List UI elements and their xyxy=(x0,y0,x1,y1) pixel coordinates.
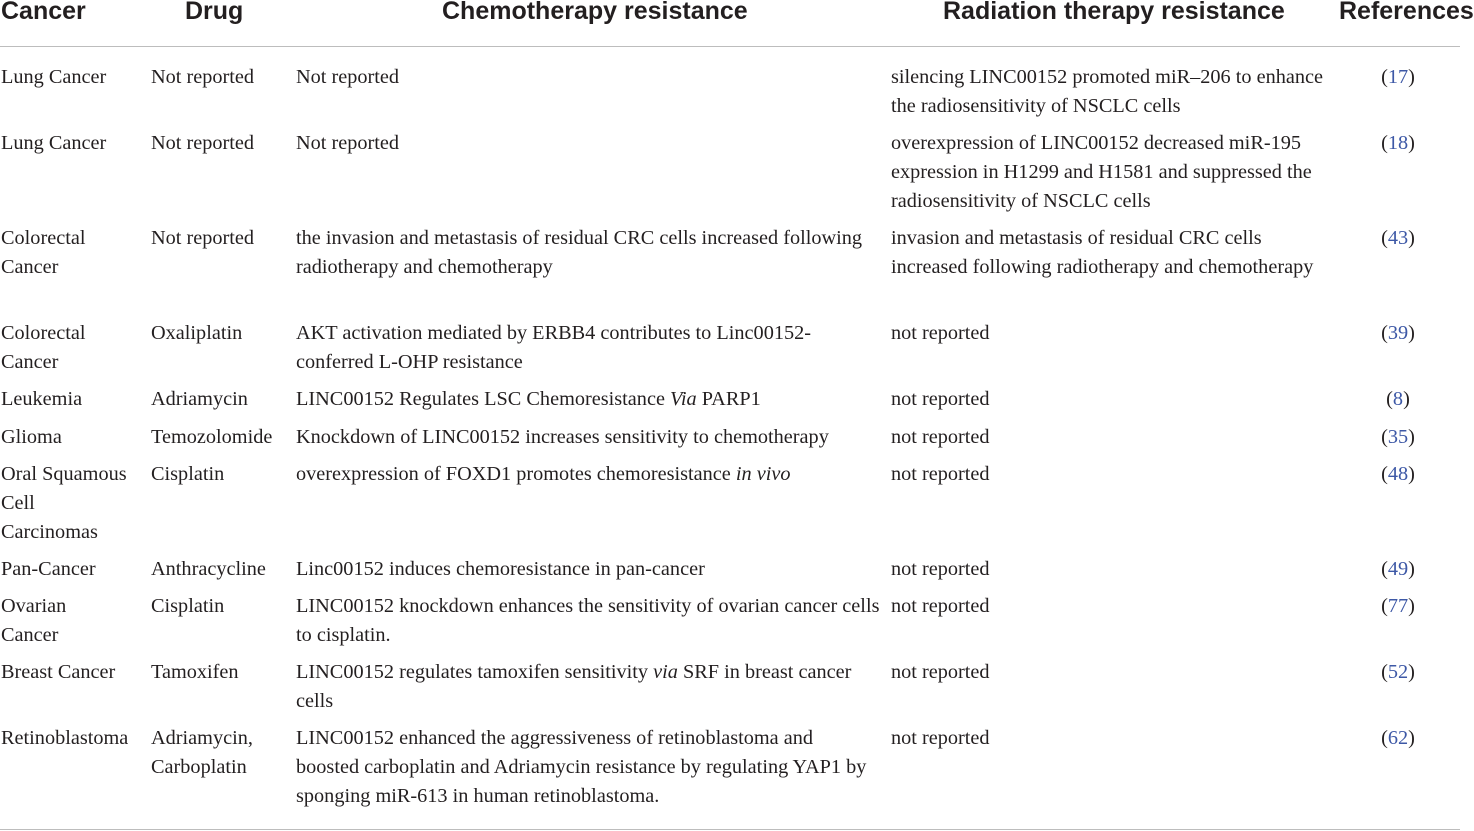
cell-drug: Adriamycin xyxy=(151,388,248,410)
cell-drug: Temozolomide xyxy=(151,426,273,448)
cell-cancer: Lung Cancer xyxy=(1,132,107,154)
cell-cancer: Breast Cancer xyxy=(1,661,116,683)
cell-chemo: Knockdown of LINC00152 increases sensitivity to chemotherapy xyxy=(296,426,829,448)
reference-link[interactable]: 49 xyxy=(1387,558,1409,580)
reference-link[interactable]: 77 xyxy=(1387,595,1409,617)
cell-reference[interactable]: (17) xyxy=(1381,66,1415,88)
cell-radiation: invasion and metastasis of residual CRC cells increased following radiotherapy and chemotherapy xyxy=(891,227,1314,278)
cell-reference[interactable]: (49) xyxy=(1381,558,1415,580)
reference-link[interactable]: 52 xyxy=(1387,661,1409,683)
cell-drug: Adriamycin, Carboplatin xyxy=(151,727,253,778)
reference-link[interactable]: 17 xyxy=(1387,66,1409,88)
cell-drug: Not reported xyxy=(151,66,255,88)
cell-drug: Oxaliplatin xyxy=(151,322,243,344)
reference-link[interactable]: 18 xyxy=(1387,132,1409,154)
cell-reference[interactable]: (62) xyxy=(1381,727,1415,749)
cell-reference[interactable]: (39) xyxy=(1381,322,1415,344)
cell-cancer: Ovarian Cancer xyxy=(1,595,67,646)
cell-reference[interactable]: (35) xyxy=(1381,426,1415,448)
reference-link[interactable]: 39 xyxy=(1387,322,1409,344)
header-drug: Drug xyxy=(185,0,244,25)
cell-reference[interactable]: (8) xyxy=(1386,388,1410,410)
cell-drug: Anthracycline xyxy=(151,558,266,580)
cell-chemo: Not reported xyxy=(296,66,400,88)
reference-link[interactable]: 35 xyxy=(1387,426,1409,448)
cell-reference[interactable]: (18) xyxy=(1381,132,1415,154)
cell-reference[interactable]: (52) xyxy=(1381,661,1415,683)
cell-cancer: Pan-Cancer xyxy=(1,558,96,580)
reference-link[interactable]: 62 xyxy=(1387,727,1409,749)
reference-link[interactable]: 43 xyxy=(1387,227,1409,249)
cell-cancer: Lung Cancer xyxy=(1,66,107,88)
cell-drug: Cisplatin xyxy=(151,595,225,617)
cell-chemo: LINC00152 knockdown enhances the sensitivity of ovarian cancer cells to cisplatin. xyxy=(296,595,880,646)
cell-radiation: not reported xyxy=(891,558,990,580)
table-header xyxy=(0,0,1474,47)
cell-chemo: LINC00152 enhanced the aggressiveness of retinoblastoma and boosted carboplatin and Adriamycin resistance by regulating YAP1 by sponging miR-613 in human retinoblastoma. xyxy=(296,727,867,807)
cell-drug: Tamoxifen xyxy=(151,661,239,683)
cell-chemo: AKT activation mediated by ERBB4 contributes to Linc00152-conferred L-OHP resistance xyxy=(296,322,812,373)
cell-radiation: overexpression of LINC00152 decreased miR-195 expression in H1299 and H1581 and suppressed the radiosensitivity of NSCLC cells xyxy=(891,132,1312,212)
cell-chemo: Linc00152 induces chemoresistance in pan-cancer xyxy=(296,558,705,580)
cell-radiation: not reported xyxy=(891,388,990,410)
header-radiation-therapy-resistance: Radiation therapy resistance xyxy=(943,0,1285,25)
cell-reference[interactable]: (77) xyxy=(1381,595,1415,617)
header-cancer: Cancer xyxy=(1,0,86,25)
cell-reference[interactable]: (43) xyxy=(1381,227,1415,249)
cell-cancer: Retinoblastoma xyxy=(1,727,129,749)
table-bottom-rule xyxy=(0,829,1460,830)
cell-radiation: not reported xyxy=(891,661,990,683)
reference-link[interactable]: 8 xyxy=(1392,388,1404,410)
cell-cancer: Colorectal Cancer xyxy=(1,227,86,278)
cell-drug: Cisplatin xyxy=(151,463,225,485)
cell-chemo: the invasion and metastasis of residual CRC cells increased following radiotherapy and chemotherapy xyxy=(296,227,863,278)
cell-drug: Not reported xyxy=(151,132,255,154)
cell-radiation: not reported xyxy=(891,463,990,485)
cell-chemo: LINC00152 regulates tamoxifen sensitivity via SRF in breast cancer cells xyxy=(296,661,852,712)
cell-radiation: not reported xyxy=(891,322,990,344)
reference-link[interactable]: 48 xyxy=(1387,463,1409,485)
header-chemotherapy-resistance: Chemotherapy resistance xyxy=(442,0,748,25)
cell-chemo: overexpression of FOXD1 promotes chemoresistance in vivo xyxy=(296,463,791,485)
cell-radiation: not reported xyxy=(891,727,990,749)
cell-drug: Not reported xyxy=(151,227,255,249)
cell-reference[interactable]: (48) xyxy=(1381,463,1415,485)
cell-chemo: LINC00152 Regulates LSC Chemoresistance Via PARP1 xyxy=(296,388,761,410)
cell-chemo: Not reported xyxy=(296,132,400,154)
cell-cancer: Leukemia xyxy=(1,388,83,410)
cell-radiation: not reported xyxy=(891,595,990,617)
cell-radiation: silencing LINC00152 promoted miR–206 to enhance the radiosensitivity of NSCLC cells xyxy=(891,66,1324,117)
cell-cancer: Colorectal Cancer xyxy=(1,322,86,373)
header-references: References xyxy=(1339,0,1474,25)
cell-cancer: Oral Squamous Cell Carcinomas xyxy=(1,463,127,543)
cell-cancer: Glioma xyxy=(1,426,62,448)
cell-radiation: not reported xyxy=(891,426,990,448)
